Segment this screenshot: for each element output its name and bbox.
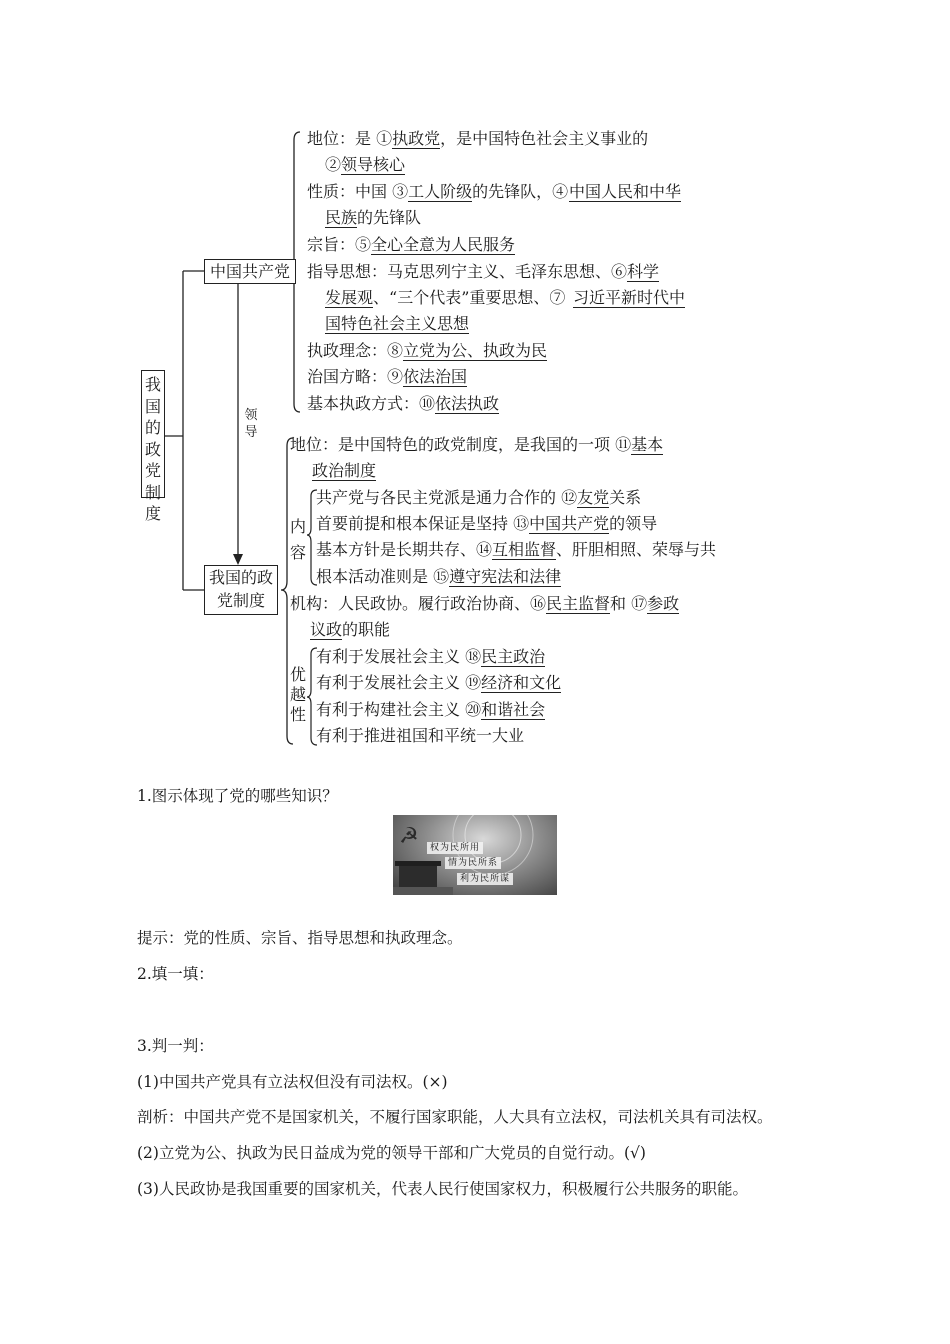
- party-item: [307, 182, 568, 202]
- party-item-answer: 习近平新时代中: [573, 288, 686, 307]
- party-item-pre: ②: [325, 155, 342, 174]
- content-item-pre: 首要前提和根本保证是坚持 ⑬: [316, 514, 530, 533]
- branch-system-node: [204, 565, 278, 615]
- party-item: [573, 288, 685, 308]
- advantage-item-answer: 民主政治: [481, 647, 546, 666]
- illustration-image: [393, 815, 557, 895]
- party-item: [307, 262, 659, 282]
- illustration-line-3: 利为民所谋: [457, 873, 513, 885]
- advantage-item-answer: 和谐社会: [481, 700, 546, 719]
- party-item-answer: 全心全意为人民服务: [371, 235, 516, 254]
- advantage-item: [316, 647, 545, 667]
- advantage-item-pre: 有利于构建社会主义 ⑳: [316, 700, 482, 719]
- org-line2: 议政的职能: [310, 620, 391, 639]
- party-item-answer: 领导核心: [341, 155, 406, 174]
- party-item-post: 、“三个代表”重要思想、⑦: [373, 288, 566, 307]
- judge-2: (2)立党为公、执政为民日益成为党的领导干部和广大党员的自觉行动。(√): [137, 1144, 646, 1162]
- root-char: 的: [144, 418, 161, 437]
- party-item-answer: 科学: [627, 262, 660, 281]
- party-item-pre: 宗旨：⑤: [307, 235, 372, 254]
- judge-3: (3)人民政协是我国重要的国家机关，代表人民行使国家权力，积极履行公共服务的职能。: [137, 1180, 748, 1198]
- content-item-answer: 互相监督: [492, 540, 557, 559]
- party-item: [325, 208, 421, 228]
- content-item-answer: 友党: [577, 488, 610, 507]
- question-1: 1.图示体现了党的哪些知识？: [137, 787, 338, 805]
- content-item-post: 、肝胆相照、荣辱与共: [556, 540, 717, 559]
- illustration-line-2: 情为民所系: [445, 857, 501, 869]
- judge-1: (1)中国共产党具有立法权但没有司法权。(×): [137, 1073, 448, 1091]
- party-item-pre: 性质：中国 ③: [307, 182, 409, 201]
- org-line1: 机构：人民政协。履行政治协商、⑯民主监督和 ⑰参政: [290, 594, 680, 613]
- question-2: 2.填一填：: [137, 965, 214, 983]
- party-item-answer: 发展观: [325, 288, 374, 307]
- lead-label: 领 导: [244, 408, 258, 440]
- advantage-item-answer: 经济和文化: [481, 673, 562, 692]
- content-item: [316, 567, 561, 587]
- party-item-post: ，是中国特色社会主义事业的: [440, 129, 649, 148]
- advantage-item-pre: 有利于发展社会主义 ⑱: [316, 647, 482, 666]
- party-item-post: 的先锋队，④: [472, 182, 569, 201]
- branch-system-label-2: 党制度: [216, 591, 265, 610]
- content-item-pre: 根本活动准则是 ⑮: [316, 567, 450, 586]
- party-item-answer: 立党为公、执政为民: [403, 341, 548, 360]
- party-item: [307, 367, 467, 387]
- party-item: [569, 182, 681, 202]
- content-item: [316, 514, 657, 534]
- advantage-item: [316, 726, 524, 746]
- content-item: [316, 540, 716, 560]
- root-char: 我: [144, 375, 161, 394]
- question-3: 3.判一判：: [137, 1037, 214, 1055]
- root-node: [141, 370, 165, 523]
- party-item: [307, 235, 515, 255]
- branch-party-node: [204, 259, 296, 284]
- root-char: 党: [144, 461, 161, 480]
- system-position-line1: 地位：是中国特色的政党制度，是我国的一项 ⑪基本: [290, 435, 664, 454]
- party-item-answer: 依法执政: [435, 394, 500, 413]
- party-item-answer: 工人阶级: [408, 182, 473, 201]
- root-char: 制: [144, 482, 161, 502]
- root-char: 国: [144, 396, 161, 416]
- advantage-item: [316, 700, 545, 720]
- content-item-answer: 中国共产党: [529, 514, 610, 533]
- root-node-label: [142, 374, 164, 525]
- party-item-pre: 执政理念：⑧: [307, 341, 404, 360]
- party-item-pre: 治国方略：⑨: [307, 367, 404, 386]
- party-item-answer: 依法治国: [403, 367, 468, 386]
- content-label: 内 容: [290, 517, 307, 562]
- illustration-line-1: 权为民所用: [427, 842, 483, 854]
- system-position-line2: 政治制度: [312, 461, 377, 480]
- advantage-item: [316, 673, 561, 693]
- content-item-pre: 基本方针是长期共存、⑭: [316, 540, 493, 559]
- content-item-post: 关系: [609, 488, 642, 507]
- content-item-pre: 共产党与各民主党派是通力合作的 ⑫: [316, 488, 578, 507]
- advantage-item-pre: 有利于推进祖国和平统一大业: [316, 726, 525, 745]
- content-item: [316, 488, 641, 508]
- party-item-pre: 地位：是 ①: [307, 129, 393, 148]
- party-item-answer: 中国人民和中华: [569, 182, 682, 201]
- party-item-pre: 基本执政方式：⑩: [307, 394, 436, 413]
- party-item-pre: 指导思想：马克思列宁主义、毛泽东思想、⑥: [307, 262, 628, 281]
- branch-system-label-1: 我国的政: [208, 568, 273, 587]
- content-item-answer: 遵守宪法和法律: [449, 567, 562, 586]
- party-item: [325, 155, 405, 175]
- root-char: 政: [144, 439, 161, 459]
- party-item: [307, 394, 499, 414]
- hint-text: 提示：党的性质、宗旨、指导思想和执政理念。: [137, 929, 463, 947]
- content-item-post: 的领导: [609, 514, 658, 533]
- advantage-item-pre: 有利于发展社会主义 ⑲: [316, 673, 482, 692]
- party-item-answer: 民族: [325, 208, 358, 227]
- advantage-label: 优 越 性: [290, 665, 307, 724]
- branch-party-label: 中国共产党: [209, 262, 290, 281]
- party-item: [325, 314, 469, 334]
- party-item-answer: 执政党: [392, 129, 441, 148]
- party-item-post: 的先锋队: [357, 208, 422, 227]
- party-item: [307, 129, 648, 149]
- party-item: [307, 341, 547, 361]
- root-char: 度: [144, 504, 161, 523]
- party-item-answer: 国特色社会主义思想: [325, 314, 470, 333]
- judge-1-analysis: 剖析：中国共产党不是国家机关，不履行国家职能，人大具有立法权，司法机关具有司法权。: [137, 1108, 773, 1126]
- emblem-icon: ☭: [399, 824, 419, 849]
- party-item: [325, 288, 565, 308]
